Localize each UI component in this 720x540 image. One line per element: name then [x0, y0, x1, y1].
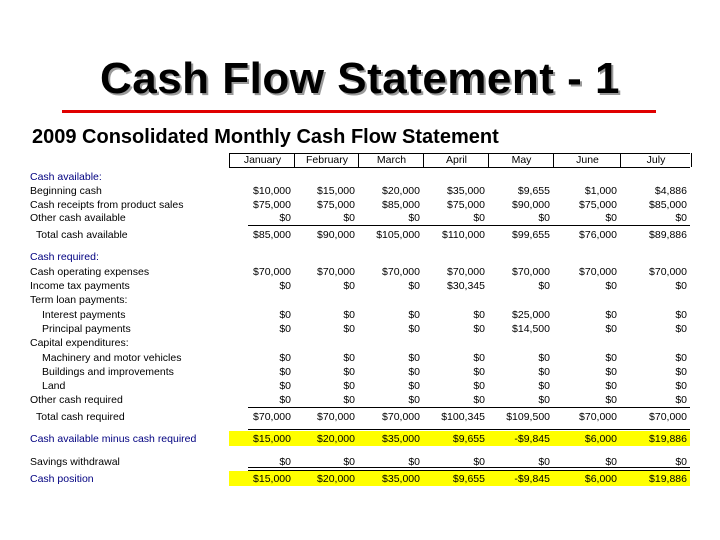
table-cell: $6,000 — [584, 433, 617, 445]
table-cell: $0 — [279, 212, 291, 224]
table-cell: $9,655 — [452, 433, 485, 445]
table-cell: $10,000 — [253, 185, 291, 197]
row-label: Interest payments — [42, 309, 126, 321]
table-cell: $0 — [473, 212, 485, 224]
table-cell: $70,000 — [649, 411, 687, 423]
table-cell: $70,000 — [382, 266, 420, 278]
row-label: Total cash required — [36, 411, 125, 423]
row-label: Beginning cash — [30, 185, 102, 197]
table-cell: $70,000 — [579, 266, 617, 278]
table-cell: $99,655 — [512, 229, 550, 241]
table-cell: $0 — [343, 309, 355, 321]
table-cell: $0 — [675, 394, 687, 406]
table-cell: $6,000 — [584, 473, 617, 485]
row-label: Buildings and improvements — [42, 366, 174, 378]
table-cell: $0 — [408, 456, 420, 468]
table-cell: $100,345 — [441, 411, 485, 423]
table-cell: $70,000 — [649, 266, 687, 278]
table-cell: $0 — [538, 366, 550, 378]
total-rule — [248, 225, 690, 226]
table-cell: $0 — [675, 380, 687, 392]
slide-title: Cash Flow Statement - 1 — [99, 54, 621, 103]
month-header-february: February — [294, 153, 359, 167]
table-cell: $0 — [408, 352, 420, 364]
table-cell: $0 — [605, 309, 617, 321]
row-label: Other cash available — [30, 212, 126, 224]
table-cell: $0 — [605, 394, 617, 406]
table-cell: $90,000 — [512, 199, 550, 211]
row-label: Cash required: — [30, 251, 99, 263]
table-cell: $75,000 — [253, 199, 291, 211]
table-cell: $0 — [605, 366, 617, 378]
table-cell: $0 — [408, 380, 420, 392]
table-cell: $0 — [675, 309, 687, 321]
table-cell: $75,000 — [447, 199, 485, 211]
table-cell: $0 — [343, 352, 355, 364]
table-cell: $0 — [408, 280, 420, 292]
row-label: Other cash required — [30, 394, 123, 406]
table-cell: $0 — [675, 366, 687, 378]
table-cell: $30,345 — [447, 280, 485, 292]
table-cell: $0 — [343, 212, 355, 224]
table-cell: $90,000 — [317, 229, 355, 241]
table-cell: $70,000 — [447, 266, 485, 278]
table-cell: $0 — [343, 323, 355, 335]
table-cell: $0 — [408, 323, 420, 335]
row-label: Cash position — [30, 473, 94, 485]
table-cell: $15,000 — [253, 473, 291, 485]
table-cell: $0 — [408, 394, 420, 406]
table-cell: $20,000 — [382, 185, 420, 197]
table-cell: $85,000 — [253, 229, 291, 241]
table-cell: $0 — [675, 352, 687, 364]
table-cell: $70,000 — [382, 411, 420, 423]
table-cell: $0 — [408, 212, 420, 224]
table-cell: $70,000 — [579, 411, 617, 423]
table-cell: $0 — [538, 352, 550, 364]
table-cell: $14,500 — [512, 323, 550, 335]
table-cell: $0 — [473, 366, 485, 378]
table-cell: $0 — [605, 456, 617, 468]
table-cell: $0 — [279, 280, 291, 292]
row-label: Income tax payments — [30, 280, 130, 292]
table-cell: $76,000 — [579, 229, 617, 241]
total-rule — [248, 407, 690, 408]
table-cell: $0 — [605, 323, 617, 335]
month-header-june: June — [553, 153, 621, 167]
table-cell: $0 — [343, 456, 355, 468]
table-cell: $0 — [279, 456, 291, 468]
table-cell: $85,000 — [382, 199, 420, 211]
row-label: Land — [42, 380, 66, 392]
table-cell: $0 — [279, 309, 291, 321]
table-cell: -$9,845 — [514, 473, 550, 485]
table-cell: $19,886 — [649, 433, 687, 445]
table-cell: $35,000 — [382, 473, 420, 485]
month-header-march: March — [358, 153, 424, 167]
table-cell: $35,000 — [382, 433, 420, 445]
month-header-january: January — [229, 153, 295, 167]
table-cell: $0 — [343, 280, 355, 292]
table-cell: $0 — [473, 323, 485, 335]
table-cell: $0 — [473, 394, 485, 406]
table-cell: $70,000 — [317, 411, 355, 423]
table-cell: $0 — [473, 456, 485, 468]
table-cell: $109,500 — [506, 411, 550, 423]
row-label: Machinery and motor vehicles — [42, 352, 182, 364]
table-cell: $35,000 — [447, 185, 485, 197]
table-cell: $0 — [605, 352, 617, 364]
table-cell: $0 — [675, 456, 687, 468]
table-cell: $0 — [279, 366, 291, 378]
table-cell: $9,655 — [517, 185, 550, 197]
row-label: Principal payments — [42, 323, 131, 335]
table-cell: $0 — [538, 212, 550, 224]
table-cell: $0 — [605, 212, 617, 224]
month-header-april: April — [423, 153, 489, 167]
table-cell: $89,886 — [649, 229, 687, 241]
table-cell: $0 — [473, 352, 485, 364]
total-rule — [248, 470, 690, 471]
table-cell: $0 — [538, 280, 550, 292]
table-cell: $15,000 — [253, 433, 291, 445]
table-cell: $0 — [538, 394, 550, 406]
table-cell: $105,000 — [376, 229, 420, 241]
table-cell: $0 — [279, 380, 291, 392]
table-cell: $0 — [675, 323, 687, 335]
title-underline — [62, 110, 656, 113]
table-cell: $0 — [605, 380, 617, 392]
table-cell: $0 — [675, 280, 687, 292]
table-cell: $75,000 — [579, 199, 617, 211]
table-cell: $0 — [408, 366, 420, 378]
table-cell: $0 — [473, 380, 485, 392]
table-cell: $9,655 — [452, 473, 485, 485]
table-cell: $75,000 — [317, 199, 355, 211]
table-cell: $15,000 — [317, 185, 355, 197]
table-cell: $0 — [343, 366, 355, 378]
table-cell: $4,886 — [654, 185, 687, 197]
table-cell: $0 — [343, 380, 355, 392]
table-cell: $19,886 — [649, 473, 687, 485]
month-header-july: July — [620, 153, 692, 167]
table-cell: $70,000 — [253, 411, 291, 423]
table-cell: $0 — [279, 352, 291, 364]
row-label: Cash operating expenses — [30, 266, 150, 278]
table-cell: $25,000 — [512, 309, 550, 321]
table-cell: $0 — [473, 309, 485, 321]
table-cell: $20,000 — [317, 473, 355, 485]
table-cell: $70,000 — [317, 266, 355, 278]
table-cell: $20,000 — [317, 433, 355, 445]
table-cell: $0 — [538, 456, 550, 468]
row-label: Total cash available — [36, 229, 128, 241]
table-cell: $70,000 — [253, 266, 291, 278]
table-cell: $0 — [675, 212, 687, 224]
row-label: Savings withdrawal — [30, 456, 120, 468]
table-cell: $0 — [343, 394, 355, 406]
month-header-may: May — [488, 153, 554, 167]
table-cell: $70,000 — [512, 266, 550, 278]
table-cell: $85,000 — [649, 199, 687, 211]
table-cell: $0 — [408, 309, 420, 321]
table-cell: -$9,845 — [514, 433, 550, 445]
row-label: Term loan payments: — [30, 294, 128, 306]
table-cell: $0 — [279, 394, 291, 406]
header-bottom-border — [229, 167, 690, 168]
statement-subtitle: 2009 Consolidated Monthly Cash Flow Statement — [32, 126, 499, 148]
row-label: Cash available: — [30, 171, 102, 183]
row-label: Cash receipts from product sales — [30, 199, 184, 211]
total-rule — [248, 429, 690, 430]
row-label: Capital expenditures: — [30, 337, 129, 349]
table-cell: $110,000 — [441, 229, 485, 241]
table-cell: $0 — [538, 380, 550, 392]
table-cell: $0 — [605, 280, 617, 292]
table-cell: $1,000 — [584, 185, 617, 197]
table-cell: $0 — [279, 323, 291, 335]
row-label: Cash available minus cash required — [30, 433, 197, 445]
